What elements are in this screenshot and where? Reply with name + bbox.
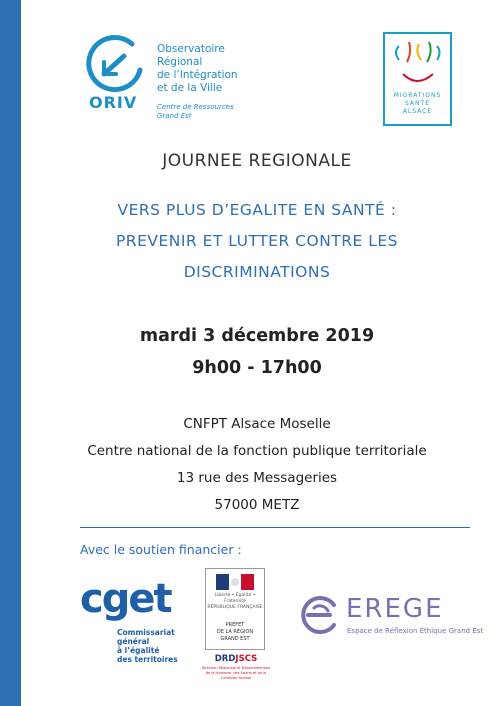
msa-line: MIGRATIONS [393,92,442,99]
msa-caption [383,92,452,116]
drdjscs-sub-line: Direction Régionale et Départementale [201,666,271,670]
address-line: CNFPT Alsace Moselle [183,416,331,432]
cget-caption-line: Commissariat [117,628,175,637]
erege-logo-icon [300,593,340,637]
oriv-name-line: Observatoire [157,43,225,55]
separator-line [80,527,470,528]
address-line: Centre national de la fonction publique territoriale [87,443,427,459]
oriv-name [157,43,238,95]
msa-line: ALSACE [402,108,433,115]
drd-part: DRD [214,654,236,664]
event-kind: JOURNEE REGIONALE [162,151,352,171]
event-title-line: DISCRIMINATIONS [183,263,331,281]
event-hours: 9h00 - 17h00 [192,358,322,378]
prefet-line: PRÉFET [225,622,245,628]
oriv-wordmark: ORIV [89,93,138,112]
event-title-line: PREVENIR ET LUTTER CONTRE LES [115,232,399,250]
republique-francaise-text [207,593,263,611]
sponsors-heading: Avec le soutien financier : [80,542,242,557]
prefet-line: DE LA RÉGION [216,629,254,635]
oriv-logo-icon [82,34,150,96]
cget-caption [117,628,178,664]
marianne-flag-icon [216,574,254,590]
left-accent-bar [0,0,21,706]
drdjscs-sub-line: de la Jeunesse, des Sports et de la Cohésion Sociale [205,671,267,680]
address-line: 57000 METZ [214,497,300,513]
erege-subtitle: Espace de Réflexion Éthique Grand Est [347,627,484,635]
faces-icon [385,34,450,92]
oriv-name-line: Régional [157,56,203,68]
msa-line: SANTÉ [405,100,430,107]
oriv-sub-line: Centre de Ressources [157,103,234,111]
rf-line: Liberté • Égalité • Fraternité [214,593,256,604]
oriv-name-line: de l’Intégration [157,69,238,81]
cget-caption-line: général [117,637,150,646]
cget-caption-line: des territoires [117,655,178,664]
drdjscs-subtitle [198,666,274,681]
rf-line: RÉPUBLIQUE FRANÇAISE [207,605,263,610]
oriv-name-line: et de la Ville [157,82,223,94]
address-line: 13 rue des Messageries [176,470,338,486]
drdjscs-logo [205,654,267,664]
oriv-subtitle [157,103,234,121]
oriv-sub-line: Grand Est [157,112,192,120]
prefet-line: GRAND EST [220,636,250,642]
cget-logo: cget [80,576,171,622]
event-title-line: VERS PLUS D’EGALITE EN SANTÉ : [117,201,397,219]
event-date: mardi 3 décembre 2019 [139,326,375,346]
erege-wordmark: EREGE [346,594,444,624]
prefet-text [207,622,263,643]
jscs-part: JSCS [235,654,258,664]
cget-caption-line: à l’égalité [117,646,160,655]
